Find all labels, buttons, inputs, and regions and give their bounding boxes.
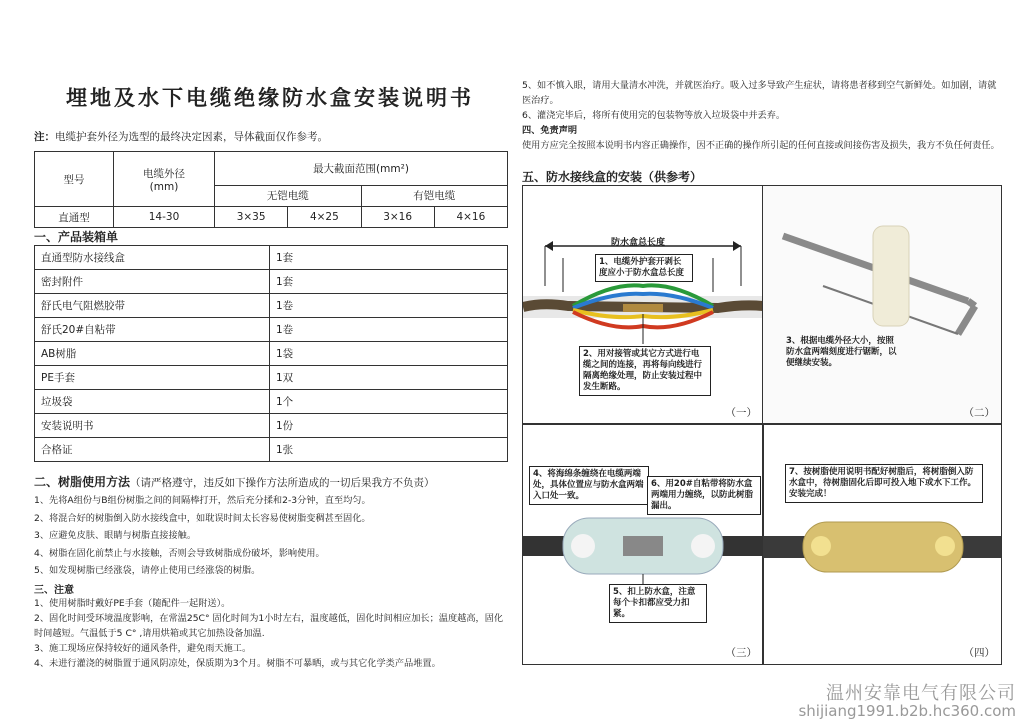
packing-item-name: 安装说明书 xyxy=(35,414,270,438)
finished-box-illustration xyxy=(763,424,1001,664)
company-name: 温州安靠电气有限公司 xyxy=(826,683,1016,704)
spec-header-model: 型号 xyxy=(35,152,114,207)
page-title: 埋地及水下电缆绝缘防水盒安装说明书 xyxy=(66,85,474,110)
note-4: 4、未进行灌浇的树脂置于通风阴凉处，保质期为3个月。树脂不可暴晒，或与其它化学类产品堆置。 xyxy=(34,658,441,669)
total-length-label: 防水盒总长度 xyxy=(611,238,666,248)
spec-header-max-section: 最大截面范围(mm²) xyxy=(215,152,508,186)
packing-row xyxy=(35,342,508,366)
disclaimer-text: 使用方应完全按照本说明书内容正确操作，因不正确的操作所引起的任何直接或间接伤害及损失，我方不负任何责任。 xyxy=(522,140,1000,151)
packing-row xyxy=(35,246,508,270)
note-3: 3、施工现场应保持较好的通风条件，避免雨天施工。 xyxy=(34,643,252,654)
callout-step-5: 5、扣上防水盒，注意每个卡扣都应受力扣紧。 xyxy=(609,584,707,623)
note-2: 2、固化时间受环境温度影响，在常温25C° 固化时间为1小时左右，温度越低，固化时间相应加长；温度越高，固化时间越短。气温低于5 C° ,请用烘箱或其它加热设备加温. xyxy=(34,613,504,639)
company-url: shijiang1991.b2b.hc360.com xyxy=(798,702,1016,720)
packing-item-name: 垃圾袋 xyxy=(35,390,270,414)
note-5: 5、如不慎入眼，请用大量清水冲洗，并就医治疗。吸入过多导致产生症状，请将患者移到空气新鲜处。如加剧，请就医治疗。 xyxy=(522,80,997,106)
spec-c4: 4×16 xyxy=(434,207,507,228)
callout-step-7: 7、按树脂使用说明书配好树脂后，将树脂倒入防水盒中，待树脂固化后即可投入地下或水下工作。安装完成！ xyxy=(785,464,983,503)
packing-item-name: 舒氏20#自粘带 xyxy=(35,318,270,342)
note xyxy=(34,129,328,144)
resin-step-2: 2、将混合好的树脂倒入防水接线盒中，如耽误时间太长容易使树脂变稠甚至固化。 xyxy=(34,512,371,524)
note-text: 电缆护套外径为选型的最终决定因素，导体截面仅作参考。 xyxy=(55,131,328,143)
right-notes xyxy=(522,78,1000,153)
packing-item-qty: 1套 xyxy=(270,246,508,270)
panel-2-label: （二） xyxy=(963,407,995,419)
packing-item-qty: 1张 xyxy=(270,438,508,462)
install-panel-4 xyxy=(762,423,1002,665)
packing-item-qty: 1套 xyxy=(270,270,508,294)
packing-item-name: 舒氏电气阻燃胶带 xyxy=(35,294,270,318)
packing-item-qty: 1卷 xyxy=(270,294,508,318)
spec-table xyxy=(34,151,508,228)
install-panel-3 xyxy=(522,423,764,665)
panel-3-label: （三） xyxy=(725,647,757,659)
spec-header-diameter: 电缆外径 (mm) xyxy=(114,152,215,207)
panel-1-label: （一） xyxy=(725,407,757,419)
install-panel-2 xyxy=(762,185,1002,425)
resin-step-4: 4、树脂在固化前禁止与水接触，否则会导致树脂成份破坏，影响使用。 xyxy=(34,547,325,559)
packing-item-name: 直通型防水接线盒 xyxy=(35,246,270,270)
box-illustration xyxy=(523,424,763,664)
callout-step-4: 4、将海绵条缠绕在电缆两端处，具体位置应与防水盒两端入口处一致。 xyxy=(529,466,649,505)
packing-item-name: 合格证 xyxy=(35,438,270,462)
packing-item-qty: 1双 xyxy=(270,366,508,390)
callout-step-3: 3、根据电缆外径大小，按照防水盒两端刻度进行锯断，以便继续安装。 xyxy=(786,336,897,368)
packing-item-qty: 1卷 xyxy=(270,318,508,342)
packing-row xyxy=(35,366,508,390)
section-packing-title: 一、产品装箱单 xyxy=(34,230,119,244)
section-resin-title: 二、树脂使用方法（请严格遵守，违反如下操作方法所造成的一切后果我方不负责） xyxy=(34,475,435,489)
spec-c2: 4×25 xyxy=(288,207,361,228)
packing-item-name: AB树脂 xyxy=(35,342,270,366)
packing-item-name: 密封附件 xyxy=(35,270,270,294)
callout-step-6: 6、用20#自粘带将防水盒两端用力缠绕，以防此树脂漏出。 xyxy=(647,476,761,515)
packing-item-qty: 1个 xyxy=(270,390,508,414)
packing-row xyxy=(35,414,508,438)
note-6: 6、灌浇完毕后，将所有使用完的包装物等放入垃圾袋中并丢弃。 xyxy=(522,110,786,121)
notes xyxy=(34,596,510,671)
packing-row xyxy=(35,390,508,414)
resin-steps xyxy=(34,492,510,580)
install-panel-1 xyxy=(522,185,764,425)
callout-step-2: 2、用对接管或其它方式进行电缆之间的连接，再将每向线进行隔离绝缘处理，防止安装过程中发生断路。 xyxy=(579,346,711,396)
spec-model: 直通型 xyxy=(35,207,114,228)
resin-step-1: 1、先将A组份与B组份树脂之间的间隔棒打开，然后充分揉和2-3分钟，直至均匀。 xyxy=(34,495,371,506)
note-label: 注： xyxy=(34,131,55,143)
packing-row xyxy=(35,438,508,462)
spec-diameter: 14-30 xyxy=(114,207,215,228)
section-notes-title: 三、注意 xyxy=(34,585,74,596)
packing-item-name: PE手套 xyxy=(35,366,270,390)
resin-step-5: 5、如发现树脂已经涨袋，请停止使用已经涨袋的树脂。 xyxy=(34,565,261,576)
note-1: 1、使用树脂时戴好PE手套（随配件一起附送）。 xyxy=(34,598,231,609)
packing-row xyxy=(35,294,508,318)
packing-item-qty: 1份 xyxy=(270,414,508,438)
packing-table xyxy=(34,245,508,462)
spec-c3: 3×16 xyxy=(361,207,434,228)
spec-header-armored: 有铠电缆 xyxy=(361,185,508,206)
saw-illustration xyxy=(763,186,1001,424)
packing-item-qty: 1袋 xyxy=(270,342,508,366)
spec-c1: 3×35 xyxy=(215,207,288,228)
packing-row xyxy=(35,270,508,294)
spec-header-unarmored: 无铠电缆 xyxy=(215,185,362,206)
resin-step-3: 3、应避免皮肤、眼睛与树脂直接接触。 xyxy=(34,530,197,541)
packing-row xyxy=(35,318,508,342)
callout-step-1: 1、电缆外护套开剥长度应小于防水盒总长度 xyxy=(595,254,693,282)
section-install-title: 五、防水接线盒的安装（供参考） xyxy=(522,170,703,184)
section-disclaimer-title: 四、免责声明 xyxy=(522,125,578,136)
panel-4-label: （四） xyxy=(963,647,995,659)
